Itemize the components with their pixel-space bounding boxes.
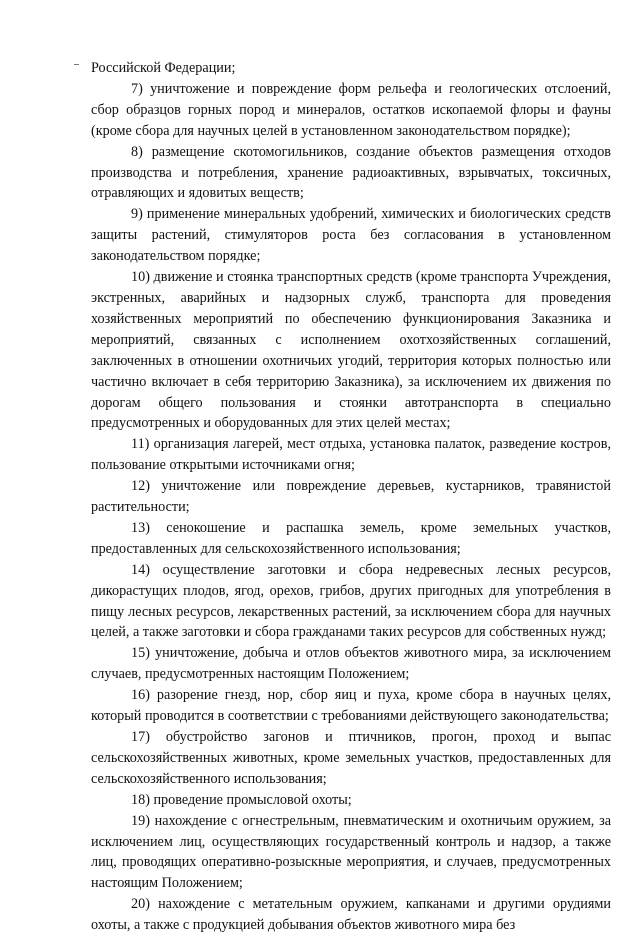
list-item-17: 17) обустройство загонов и птичников, прогон, проход и выпас сельскохозяйственных животных, кроме земельных участков, предоставленных для сельскохозяйственного использования; <box>91 729 611 787</box>
list-item-10: 10) движение и стоянка транспортных средств (кроме транспорта Учреждения, экстренных, аварийных и надзорных служб, транспорта для проведения хозяйственных мероприятий по обеспечению функционирования Заказника и мероприятий, связанных с исполнением охотхозяйственных соглашений, заключенных в отношении охотничьих угодий, территория которых полностью или частично включает в себя территорию Заказника), за исключением их движения по дорогам общего пользования и стоянки автотранспорта в специально предусмотренных и оборудованных для этих целей местах; <box>91 269 611 432</box>
list-item-7: 7) уничтожение и повреждение форм рельефа и геологических отслоений, сбор образцов горных пород и минералов, остатков ископаемой флоры и фауны (кроме сбора для научных целей в установленном законодательством порядке); <box>91 80 611 139</box>
list-item-14: 14) осуществление заготовки и сбора недревесных лесных ресурсов, дикорастущих плодов, ягод, орехов, грибов, других пригодных для употребления в пищу лесных ресурсов, лекарственных растений, за исключением сбора для научных целей, а также заготовки и сбора гражданами таких ресурсов для собственных нужд; <box>91 561 611 641</box>
list-item-8: 8) размещение скотомогильников, создание объектов размещения отходов производства и потребления, хранение радиоактивных, взрывчатых, токсичных, отравляющих и ядовитых веществ; <box>91 143 611 202</box>
list-item-19: 19) нахождение с огнестрельным, пневматическим и охотничьим оружием, за исключением лиц, осуществляющих государственный контроль и надзор, а также лиц, проводящих оперативно-розыскные мероприятия, и случаев, предусмотренных настоящим Положением; <box>91 812 611 892</box>
scan-mark <box>74 64 79 65</box>
document-page <box>91 58 611 936</box>
list-item-16: 16) разорение гнезд, нор, сбор яиц и пуха, кроме сбора в научных целях, который проводится в соответствии с требованиями действующего законодательства; <box>91 687 611 725</box>
list-item-9: 9) применение минеральных удобрений, химических и биологических средств защиты растений, стимуляторов роста без согласования в установленном законодательством порядке; <box>91 206 611 265</box>
list-item-11: 11) организация лагерей, мест отдыха, установка палаток, разведение костров, пользование открытыми источниками огня; <box>91 436 611 474</box>
list-item-15: 15) уничтожение, добыча и отлов объектов животного мира, за исключением случаев, предусмотренных настоящим Положением; <box>91 645 611 683</box>
list-item-18: 18) проведение промысловой охоты; <box>131 791 352 808</box>
list-item-12: 12) уничтожение или повреждение деревьев, кустарников, травянистой растительности; <box>91 478 611 516</box>
list-item-13: 13) сенокошение и распашка земель, кроме земельных участков, предоставленных для сельскохозяйственного использования; <box>91 519 611 557</box>
list-item-20: 20) нахождение с метательным оружием, капканами и другими орудиями охоты, а также с продукцией добывания объектов животного мира без <box>91 896 611 934</box>
paragraph-continuation: Российской Федерации; <box>91 60 236 76</box>
